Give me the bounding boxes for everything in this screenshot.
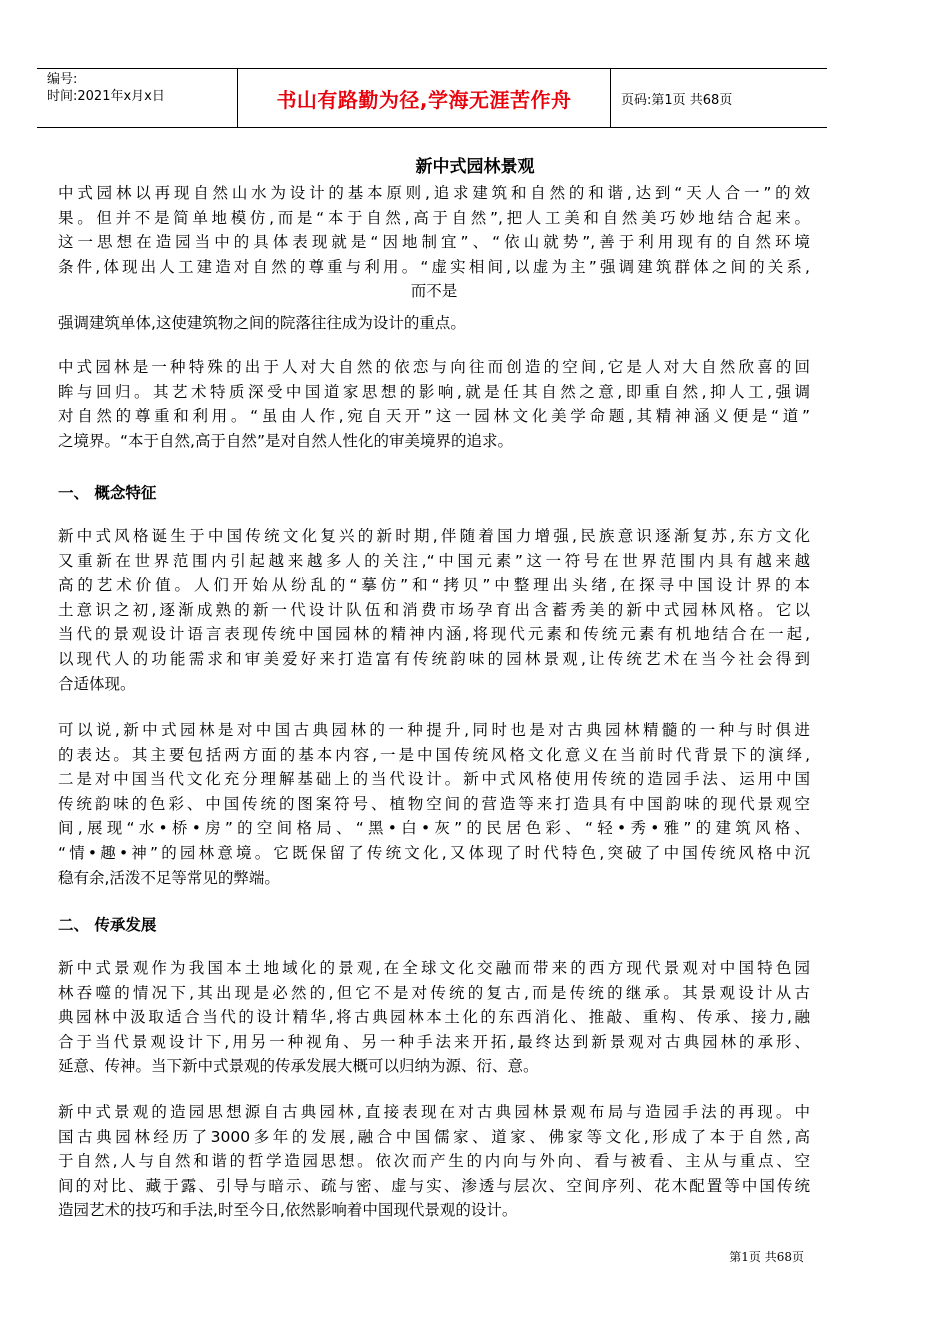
text-line: 土意识之初,逐渐成熟的新一代设计队伍和消费市场孕育出含蓄秀美的新中式园林风格。它以 [58,600,810,619]
text-line: 间,展现“水•桥•房”的空间格局、“黑•白•灰”的民居色彩、“轻•秀•雅”的建筑风格、 [58,819,810,838]
header-motto: 书山有路勤为径,学海无涯苦作舟 [238,69,611,127]
text-line: 条件,体现出人工建造对自然的尊重与利用。“虚实相间,以虚为主”强调建筑群体之间的关系, [58,257,810,276]
text-line: 高的艺术价值。人们开始从纷乱的“摹仿”和“拷贝”中整理出头绪,在探寻中国设计界的本 [58,576,810,595]
text-line: 果。但并不是简单地模仿,而是“本于自然,高于自然”,把人工美和自然美巧妙地结合起来。 [58,208,810,227]
section-heading-concept: 一、 概念特征 [58,484,157,502]
text-line: 新中式景观作为我国本土地域化的景观,在全球文化交融而带来的西方现代景观对中国特色园 [58,959,810,977]
paragraph-intro [58,181,810,336]
paragraph-nature [58,355,810,453]
serial-label: 编号: [47,72,78,87]
text-line: 二是对中国当代文化充分理解基础上的当代设计。新中式风格使用传统的造园手法、运用中国 [58,770,810,789]
header-page-info: 页码:第1页 共68页 [621,92,733,108]
text-line: 的表达。其主要包括两方面的基本内容,一是中国传统风格文化意义在当前时代背景下的演绎, [58,745,810,764]
text-line: 传统韵味的色彩、中国传统的图案符号、植物空间的营造等来打造具有中国韵味的现代景观空 [58,794,810,813]
text-line: 以现代人的功能需求和审美爱好来打造富有传统韵味的园林景观,让传统艺术在当今社会得到 [58,649,810,668]
text-line: 强调建筑单体,这使建筑物之间的院落往往成为设计的重点。 [58,313,466,332]
text-line: 国古典园林经历了3000多年的发展,融合中国儒家、道家、佛家等文化,形成了本于自然,高 [58,1127,810,1146]
text-line: 这一思想在造园当中的具体表现就是“因地制宜”、“依山就势”,善于利用现有的自然环境 [58,233,810,252]
time-label: 时间:2021年x月x日 [47,89,165,104]
text-line: 延意、传神。当下新中式景观的传承发展大概可以归纳为源、衍、意。 [58,1057,539,1076]
text-line: 典园林中汲取适合当代的设计精华,将古典园林本土化的东西消化、推敲、重构、传承、接力,融 [58,1008,810,1027]
text-line: 对自然的尊重和利用。“虽由人作,宛自天开”这一园林文化美学命题,其精神涵义便是“道” [58,407,810,426]
page-footer: 第1页 共68页 [729,1250,804,1264]
text-line: 眸与回归。其艺术特质深受中国道家思想的影响,就是任其自然之意,即重自然,抑人工,强调 [58,382,810,401]
text-line: 可以说,新中式园林是对中国古典园林的一种提升,同时也是对古典园林精髓的一种与时俱进 [58,721,810,739]
section-heading-heritage: 二、 传承发展 [58,916,157,934]
page-header [37,68,827,128]
text-line: 间的对比、藏于露、引导与暗示、疏与密、虚与实、渗透与层次、空间序列、花木配置等中国传统 [58,1176,810,1195]
text-line: 于自然,人与自然和谐的哲学造园思想。依次而产生的内向与外向、看与被看、主从与重点、空 [58,1152,810,1171]
document-title: 新中式园林景观 [415,157,535,177]
text-line: 又重新在世界范围内引起越来越多人的关注,“中国元素”这一符号在世界范围内具有越来越 [58,551,810,570]
text-line: 造园艺术的技巧和手法,时至今日,依然影响着中国现代景观的设计。 [58,1201,518,1220]
paragraph-heritage-1 [58,956,810,1079]
text-line: 之境界。“本于自然,高于自然”是对自然人性化的审美境界的追求。 [58,431,513,450]
paragraph-heritage-2 [58,1100,810,1223]
text-line: 合于当代景观设计下,用另一种视角、另一种手法来开拓,最终达到新景观对古典园林的承形、 [58,1032,810,1051]
text-line: 新中式景观的造园思想源自古典园林,直接表现在对古典园林景观布局与造园手法的再现。中 [58,1103,810,1121]
paragraph-concept-2 [58,718,810,890]
text-line: “情•趣•神”的园林意境。它既保留了传统文化,又体现了时代特色,突破了中国传统风格中沉 [58,843,810,862]
text-line: 中式园林以再现自然山水为设计的基本原则,追求建筑和自然的和谐,达到“天人合一”的效 [58,184,810,202]
text-line: 新中式风格诞生于中国传统文化复兴的新时期,伴随着国力增强,民族意识逐渐复苏,东方文化 [58,527,810,545]
text-line: 林吞噬的情况下,其出现是必然的,但它不是对传统的复古,而是传统的继承。其景观设计从古 [58,983,810,1002]
paragraph-concept-1 [58,524,810,696]
text-line: 当代的景观设计语言表现传统中国园林的精神内涵,将现代元素和传统元素有机地结合在一起, [58,625,810,644]
text-line: 而不是 [410,282,458,301]
text-line: 稳有余,活泼不足等常见的弊端。 [58,868,280,887]
header-meta [37,69,238,127]
text-line: 合适体现。 [58,674,136,693]
text-line: 中式园林是一种特殊的出于人对大自然的依恋与向往而创造的空间,它是人对大自然欣喜的回 [58,358,810,376]
